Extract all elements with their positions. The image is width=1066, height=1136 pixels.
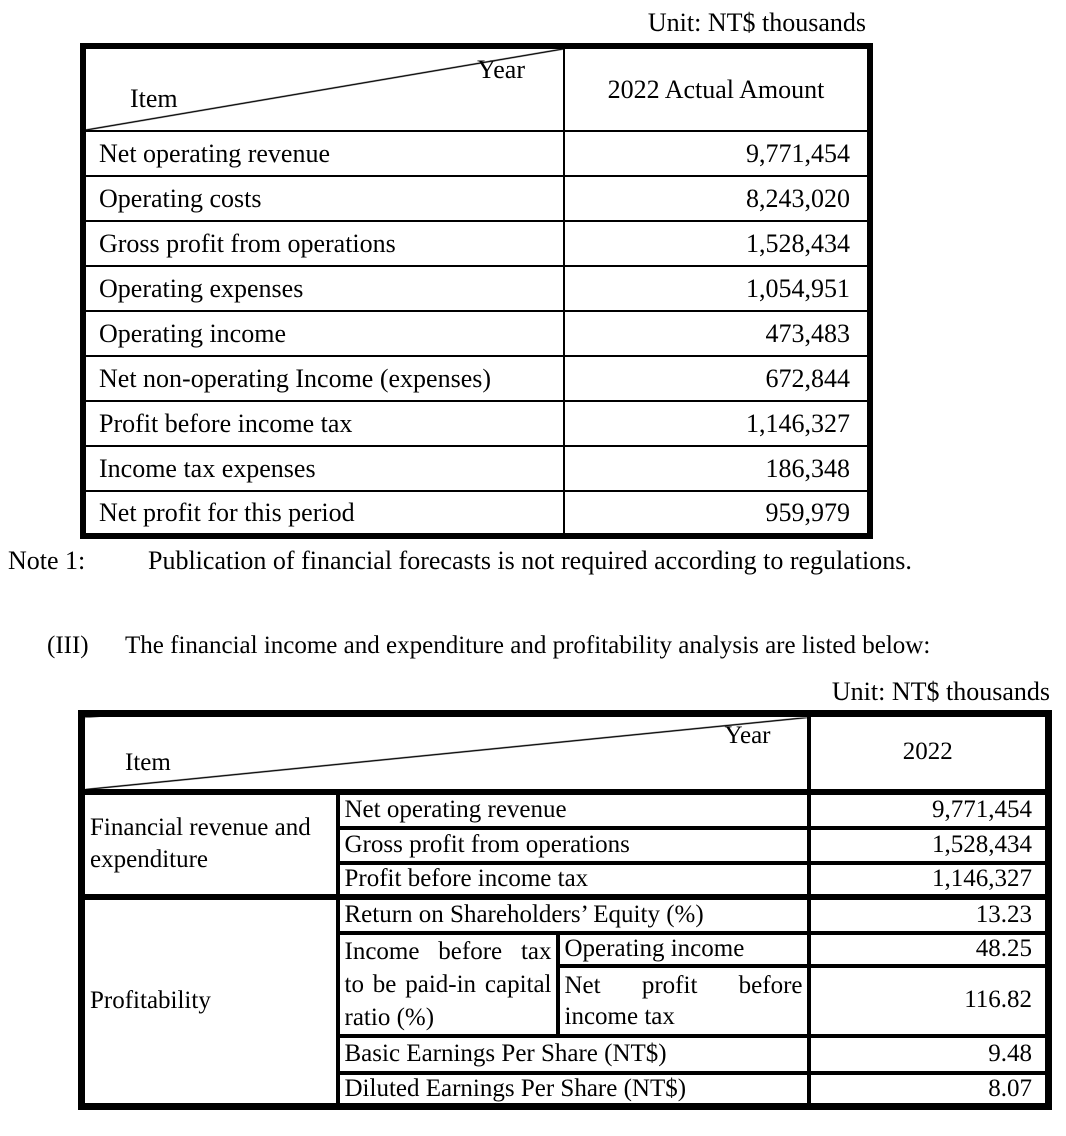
note1-label: Note 1: xyxy=(8,546,86,575)
row-item-label: Diluted Earnings Per Share (NT$) xyxy=(338,1073,809,1107)
table-row xyxy=(83,446,870,491)
row-value: 48.25 xyxy=(809,933,1049,967)
row-item-label: Operating expenses xyxy=(83,266,564,311)
actual-amount-table xyxy=(80,43,873,539)
group-label-profitability: Profitability xyxy=(82,897,338,1107)
diagonal-header-cell xyxy=(83,46,564,131)
table-row xyxy=(82,792,1049,828)
row-value: 672,844 xyxy=(564,356,870,401)
row-value: 186,348 xyxy=(564,446,870,491)
table-row xyxy=(83,491,870,536)
row-value: 13.23 xyxy=(809,897,1049,933)
table-row xyxy=(83,401,870,446)
column-header-2022: 2022 xyxy=(809,714,1049,792)
row-value: 9.48 xyxy=(809,1036,1049,1073)
row-item-label: Gross profit from operations xyxy=(338,828,809,863)
table-row xyxy=(82,897,1049,933)
row-value: 1,146,327 xyxy=(564,401,870,446)
row-item-label: Income tax expenses xyxy=(83,446,564,491)
row-item-label: Net non-operating Income (expenses) xyxy=(83,356,564,401)
row-value: 8,243,020 xyxy=(564,176,870,221)
table-row xyxy=(83,356,870,401)
unit-label-table1: Unit: NT$ thousands xyxy=(647,8,866,37)
row-value: 1,528,434 xyxy=(809,828,1049,863)
row-item-label: Return on Shareholders’ Equity (%) xyxy=(338,897,809,933)
year-header-label: Year xyxy=(477,55,525,84)
row-value: 8.07 xyxy=(809,1073,1049,1107)
table-row xyxy=(83,221,870,266)
row-value: 1,054,951 xyxy=(564,266,870,311)
table-row xyxy=(83,176,870,221)
row-item-label: Net profit before income tax xyxy=(558,966,809,1035)
ratio-label-income-before-tax-paid-in-capital: Income before tax to be paid-in capital ratio (%) xyxy=(338,933,558,1036)
row-item-label: Net profit for this period xyxy=(83,491,564,536)
year-header-label: Year xyxy=(724,722,771,749)
section3-heading: The financial income and expenditure and profitability analysis are listed below: xyxy=(125,632,931,659)
row-item-label: Net operating revenue xyxy=(83,131,564,176)
column-header-2022-actual-amount: 2022 Actual Amount xyxy=(564,46,870,131)
row-value: 9,771,454 xyxy=(809,792,1049,828)
row-item-label: Net operating revenue xyxy=(338,792,809,828)
row-item-label: Gross profit from operations xyxy=(83,221,564,266)
row-item-label: Operating income xyxy=(83,311,564,356)
row-value: 959,979 xyxy=(564,491,870,536)
section3-number: (III) xyxy=(47,632,89,659)
unit-label-table2: Unit: NT$ thousands xyxy=(831,677,1050,706)
item-header-label: Item xyxy=(125,748,171,776)
row-value: 116.82 xyxy=(809,966,1049,1035)
row-value: 9,771,454 xyxy=(564,131,870,176)
row-item-label: Profit before income tax xyxy=(83,401,564,446)
group-label-financial-revenue-expenditure: Financial revenue and expenditure xyxy=(82,792,338,897)
row-value: 473,483 xyxy=(564,311,870,356)
row-item-label: Profit before income tax xyxy=(338,863,809,897)
item-header-label: Item xyxy=(130,84,178,113)
profitability-analysis-table xyxy=(78,710,1052,1110)
row-value: 1,528,434 xyxy=(564,221,870,266)
table-row xyxy=(83,311,870,356)
note1-text: Publication of financial forecasts is not required according to regulations. xyxy=(148,546,912,575)
table-row xyxy=(83,266,870,311)
diagonal-header-cell xyxy=(82,714,809,792)
row-item-label: Operating costs xyxy=(83,176,564,221)
row-item-label: Basic Earnings Per Share (NT$) xyxy=(338,1036,809,1073)
row-value: 1,146,327 xyxy=(809,863,1049,897)
table-row xyxy=(83,131,870,176)
row-item-label: Operating income xyxy=(558,933,809,967)
